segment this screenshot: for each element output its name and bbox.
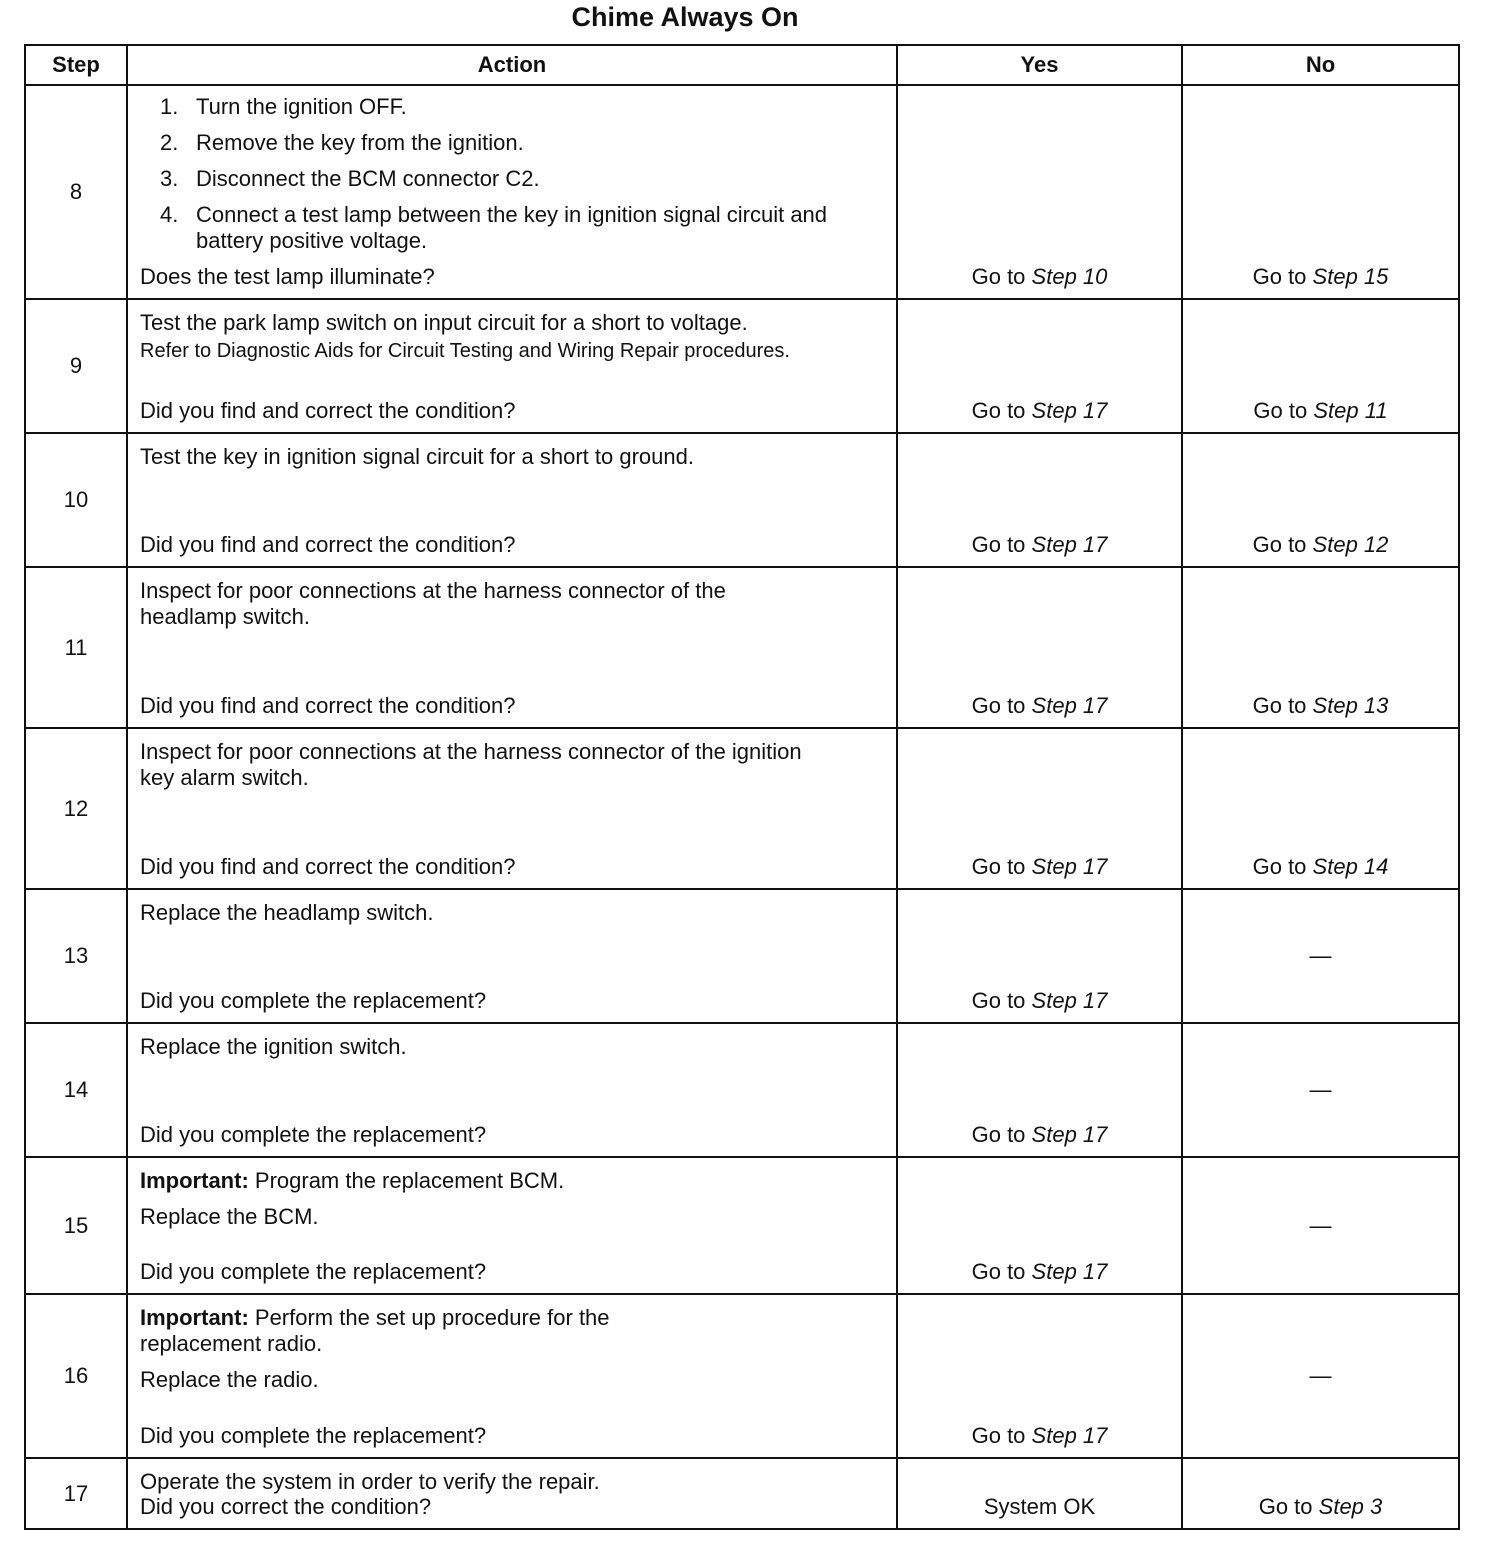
no-dash: — <box>1309 1212 1332 1238</box>
yes-goto: Go to Step 10 <box>971 264 1108 289</box>
yes-goto: Go to Step 17 <box>971 1122 1108 1147</box>
table-row <box>26 729 1458 890</box>
action-question: Did you find and correct the condition? <box>140 398 516 423</box>
page-title: Chime Always On <box>571 2 799 32</box>
list-item: 4. Connect a test lamp between the key in ignition signal circuit and battery positive voltage. <box>160 202 828 253</box>
yes-result: System OK <box>983 1494 1096 1519</box>
table-row <box>26 434 1458 568</box>
action-text: Important: Program the replacement BCM. Replace the BCM. <box>140 1168 884 1230</box>
step-number: 12 <box>63 795 89 821</box>
action-text: Inspect for poor connections at the harness connector of the headlamp switch. <box>140 578 726 629</box>
step-number: 8 <box>69 179 83 204</box>
action-question: Did you find and correct the condition? <box>140 854 516 879</box>
action-text <box>140 94 884 264</box>
step-number: 17 <box>63 1480 89 1506</box>
action-question: Did you find and correct the condition? <box>140 693 516 718</box>
list-item: 3. Disconnect the BCM connector C2. <box>160 166 540 191</box>
table-row <box>26 86 1458 300</box>
step-number: 9 <box>69 353 83 378</box>
header-action: Action <box>128 46 898 84</box>
action-question: Did you find and correct the condition? <box>140 532 516 557</box>
step-number: 13 <box>63 943 89 968</box>
action-text: Test the key in ignition signal circuit for a short to ground. <box>140 444 694 469</box>
step-number: 14 <box>63 1077 89 1102</box>
yes-goto: Go to Step 17 <box>971 693 1108 718</box>
yes-goto: Go to Step 17 <box>971 854 1108 879</box>
action-text: Inspect for poor connections at the harness connector of the ignition key alarm switch. <box>140 739 802 790</box>
yes-goto: Go to Step 17 <box>971 988 1108 1013</box>
table-row <box>26 1024 1458 1158</box>
diagnostic-table <box>24 44 1460 1530</box>
table-row <box>26 1459 1458 1528</box>
yes-goto: Go to Step 17 <box>971 532 1108 557</box>
no-dash: — <box>1309 1363 1332 1388</box>
no-goto: Go to Step 12 <box>1252 532 1389 557</box>
no-goto: Go to Step 11 <box>1253 398 1388 423</box>
table-header-row <box>26 46 1458 86</box>
list-item: 2. Remove the key from the ignition. <box>160 130 524 155</box>
step-number: 10 <box>63 487 89 512</box>
header-step: Step <box>26 46 128 84</box>
step-number: 16 <box>63 1363 89 1388</box>
table-row <box>26 568 1458 729</box>
action-question: Did you complete the replacement? <box>140 1259 487 1284</box>
important-note: Important: Perform the set up procedure for the replacement radio. <box>140 1305 610 1356</box>
step-number: 15 <box>63 1212 89 1238</box>
action-question: Did you complete the replacement? <box>140 1122 487 1147</box>
yes-goto: Go to Step 17 <box>971 1423 1108 1448</box>
action-text: Replace the headlamp switch. <box>140 900 434 925</box>
header-yes: Yes <box>898 46 1183 84</box>
no-goto: Go to Step 14 <box>1252 854 1389 879</box>
action-question: Did you correct the condition? <box>140 1494 432 1519</box>
no-goto: Go to Step 13 <box>1252 693 1389 718</box>
yes-goto: Go to Step 17 <box>971 1259 1108 1284</box>
list-item: 1. Turn the ignition OFF. <box>160 94 407 119</box>
important-note: Important: Program the replacement BCM. <box>140 1168 565 1193</box>
no-dash: — <box>1309 1077 1332 1102</box>
table-row <box>26 300 1458 434</box>
table-row <box>26 1158 1458 1295</box>
action-note: Refer to Diagnostic Aids for Circuit Testing and Wiring Repair procedures. <box>140 340 790 362</box>
action-step-list <box>140 94 884 254</box>
action-text: Important: Perform the set up procedure for the replacement radio. Replace the radio. <box>140 1305 696 1393</box>
action-text: Operate the system in order to verify the repair. <box>140 1469 600 1494</box>
yes-goto: Go to Step 17 <box>971 398 1108 423</box>
step-number: 11 <box>64 634 88 660</box>
table-row <box>26 890 1458 1024</box>
action-text: Test the park lamp switch on input circuit for a short to voltage. Refer to Diagnostic Aids for Circuit Testing and Wiring Repair procedures. <box>140 310 884 362</box>
header-no: No <box>1305 52 1336 77</box>
action-question: Did you complete the replacement? <box>140 1423 487 1448</box>
action-text: Replace the ignition switch. <box>140 1034 407 1059</box>
no-goto: Go to Step 15 <box>1252 264 1389 289</box>
action-question: Did you complete the replacement? <box>140 988 487 1013</box>
no-goto: Go to Step 3 <box>1258 1494 1383 1519</box>
action-question: Does the test lamp illuminate? <box>140 264 435 289</box>
table-row <box>26 1295 1458 1459</box>
no-dash: — <box>1309 943 1332 968</box>
